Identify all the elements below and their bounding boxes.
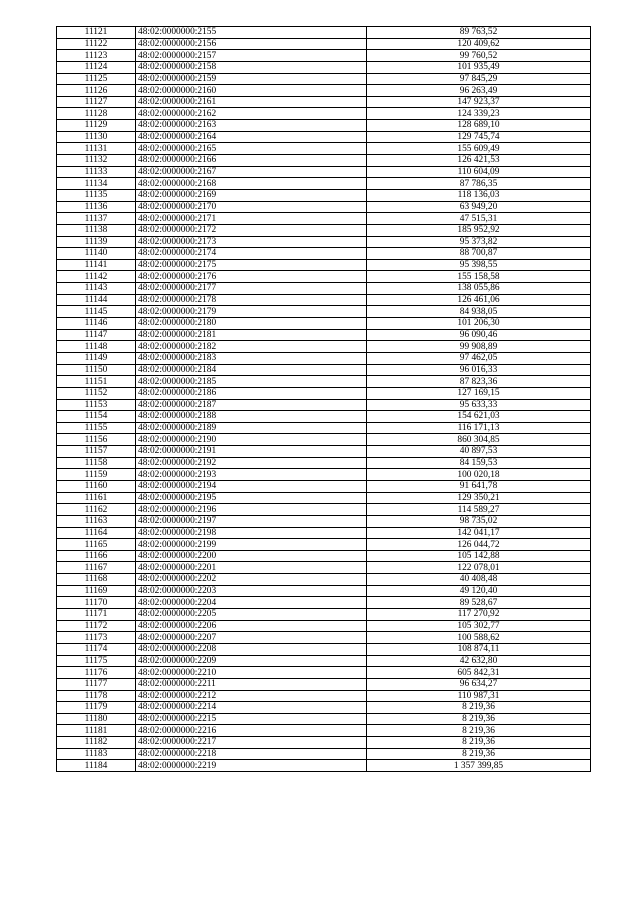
cadastral-value-cell: 860 304,85 [367,434,591,446]
table-row [57,85,591,97]
row-number-cell: 11126 [57,85,136,97]
row-number-cell: 11182 [57,737,136,749]
cadastral-number-cell: 48:02:0000000:2158 [136,61,367,73]
cadastral-value-cell: 91 641,78 [367,480,591,492]
cadastral-value-cell: 155 609,49 [367,143,591,155]
table-row [57,224,591,236]
row-number-cell: 11175 [57,655,136,667]
row-number-cell: 11143 [57,283,136,295]
row-number-cell: 11146 [57,318,136,330]
cadastral-number-cell: 48:02:0000000:2168 [136,178,367,190]
cadastral-number-cell: 48:02:0000000:2175 [136,259,367,271]
cadastral-number-cell: 48:02:0000000:2189 [136,422,367,434]
cadastral-value-cell: 97 462,05 [367,352,591,364]
table-row [57,178,591,190]
cadastral-number-cell: 48:02:0000000:2172 [136,224,367,236]
table-row [57,50,591,62]
cadastral-number-cell: 48:02:0000000:2199 [136,539,367,551]
cadastral-number-cell: 48:02:0000000:2200 [136,550,367,562]
row-number-cell: 11138 [57,224,136,236]
row-number-cell: 11149 [57,352,136,364]
table-row [57,562,591,574]
cadastral-value-cell: 118 136,03 [367,189,591,201]
table-row [57,248,591,260]
table-row [57,189,591,201]
cadastral-value-cell: 1 357 399,85 [367,760,591,772]
table-row [57,341,591,353]
cadastral-number-cell: 48:02:0000000:2218 [136,748,367,760]
row-number-cell: 11164 [57,527,136,539]
cadastral-value-cell: 128 689,10 [367,120,591,132]
row-number-cell: 11137 [57,213,136,225]
table-row [57,283,591,295]
cadastral-value-cell: 126 044,72 [367,539,591,551]
row-number-cell: 11184 [57,760,136,772]
cadastral-number-cell: 48:02:0000000:2187 [136,399,367,411]
row-number-cell: 11147 [57,329,136,341]
cadastral-number-cell: 48:02:0000000:2184 [136,364,367,376]
cadastral-number-cell: 48:02:0000000:2208 [136,643,367,655]
table-row [57,585,591,597]
row-number-cell: 11179 [57,702,136,714]
cadastral-number-cell: 48:02:0000000:2171 [136,213,367,225]
cadastral-number-cell: 48:02:0000000:2192 [136,457,367,469]
cadastral-number-cell: 48:02:0000000:2164 [136,131,367,143]
cadastral-value-cell: 8 219,36 [367,702,591,714]
row-number-cell: 11145 [57,306,136,318]
table-row [57,539,591,551]
row-number-cell: 11135 [57,189,136,201]
row-number-cell: 11155 [57,422,136,434]
cadastral-value-table [56,26,591,772]
table-row [57,422,591,434]
cadastral-number-cell: 48:02:0000000:2181 [136,329,367,341]
row-number-cell: 11168 [57,574,136,586]
table-row [57,61,591,73]
row-number-cell: 11158 [57,457,136,469]
cadastral-value-cell: 100 588,62 [367,632,591,644]
row-number-cell: 11159 [57,469,136,481]
cadastral-value-cell: 97 845,29 [367,73,591,85]
cadastral-value-cell: 96 634,27 [367,678,591,690]
cadastral-value-cell: 95 633,33 [367,399,591,411]
row-number-cell: 11181 [57,725,136,737]
table-row [57,713,591,725]
table-row [57,236,591,248]
cadastral-number-cell: 48:02:0000000:2183 [136,352,367,364]
cadastral-number-cell: 48:02:0000000:2201 [136,562,367,574]
table-row [57,725,591,737]
row-number-cell: 11152 [57,387,136,399]
cadastral-value-cell: 126 461,06 [367,294,591,306]
cadastral-number-cell: 48:02:0000000:2176 [136,271,367,283]
cadastral-value-cell: 8 219,36 [367,713,591,725]
row-number-cell: 11165 [57,539,136,551]
cadastral-number-cell: 48:02:0000000:2219 [136,760,367,772]
cadastral-number-cell: 48:02:0000000:2211 [136,678,367,690]
cadastral-value-cell: 108 874,11 [367,643,591,655]
cadastral-value-cell: 114 589,27 [367,504,591,516]
table-row [57,527,591,539]
cadastral-value-cell: 120 409,62 [367,38,591,50]
table-row [57,690,591,702]
row-number-cell: 11157 [57,446,136,458]
table-row [57,399,591,411]
cadastral-number-cell: 48:02:0000000:2167 [136,166,367,178]
cadastral-value-cell: 126 421,53 [367,155,591,167]
table-row [57,318,591,330]
row-number-cell: 11121 [57,27,136,39]
cadastral-value-cell: 129 350,21 [367,492,591,504]
table-row [57,620,591,632]
cadastral-value-cell: 105 302,77 [367,620,591,632]
table-row [57,376,591,388]
cadastral-number-cell: 48:02:0000000:2155 [136,27,367,39]
table-row [57,480,591,492]
row-number-cell: 11133 [57,166,136,178]
row-number-cell: 11130 [57,131,136,143]
cadastral-value-cell: 100 020,18 [367,469,591,481]
cadastral-value-cell: 99 908,89 [367,341,591,353]
row-number-cell: 11136 [57,201,136,213]
cadastral-value-cell: 185 952,92 [367,224,591,236]
table-row [57,609,591,621]
table-row [57,748,591,760]
cadastral-number-cell: 48:02:0000000:2169 [136,189,367,201]
cadastral-number-cell: 48:02:0000000:2166 [136,155,367,167]
cadastral-number-cell: 48:02:0000000:2161 [136,96,367,108]
cadastral-number-cell: 48:02:0000000:2190 [136,434,367,446]
cadastral-number-cell: 48:02:0000000:2214 [136,702,367,714]
cadastral-value-cell: 116 171,13 [367,422,591,434]
cadastral-value-cell: 49 120,40 [367,585,591,597]
table-row [57,96,591,108]
table-row [57,469,591,481]
cadastral-value-cell: 95 398,55 [367,259,591,271]
cadastral-number-cell: 48:02:0000000:2185 [136,376,367,388]
cadastral-number-cell: 48:02:0000000:2196 [136,504,367,516]
table-row [57,574,591,586]
table-row [57,201,591,213]
row-number-cell: 11156 [57,434,136,446]
row-number-cell: 11172 [57,620,136,632]
cadastral-value-cell: 98 735,02 [367,515,591,527]
cadastral-value-cell: 605 842,31 [367,667,591,679]
cadastral-value-cell: 84 159,53 [367,457,591,469]
table-row [57,643,591,655]
row-number-cell: 11131 [57,143,136,155]
row-number-cell: 11141 [57,259,136,271]
table-row [57,550,591,562]
cadastral-value-cell: 96 016,33 [367,364,591,376]
row-number-cell: 11163 [57,515,136,527]
table-row [57,143,591,155]
row-number-cell: 11173 [57,632,136,644]
row-number-cell: 11169 [57,585,136,597]
cadastral-number-cell: 48:02:0000000:2173 [136,236,367,248]
table-row [57,259,591,271]
table-row [57,271,591,283]
cadastral-number-cell: 48:02:0000000:2207 [136,632,367,644]
cadastral-number-cell: 48:02:0000000:2198 [136,527,367,539]
cadastral-value-cell: 89 763,52 [367,27,591,39]
cadastral-number-cell: 48:02:0000000:2216 [136,725,367,737]
cadastral-number-cell: 48:02:0000000:2202 [136,574,367,586]
table-row [57,364,591,376]
cadastral-value-cell: 87 786,35 [367,178,591,190]
row-number-cell: 11150 [57,364,136,376]
table-row [57,38,591,50]
table-row [57,515,591,527]
cadastral-number-cell: 48:02:0000000:2165 [136,143,367,155]
row-number-cell: 11154 [57,411,136,423]
row-number-cell: 11128 [57,108,136,120]
cadastral-value-cell: 40 408,48 [367,574,591,586]
table-body [57,27,591,772]
cadastral-number-cell: 48:02:0000000:2197 [136,515,367,527]
table-row [57,73,591,85]
row-number-cell: 11166 [57,550,136,562]
table-row [57,166,591,178]
cadastral-value-cell: 84 938,05 [367,306,591,318]
cadastral-number-cell: 48:02:0000000:2159 [136,73,367,85]
table-row [57,655,591,667]
cadastral-value-cell: 138 055,86 [367,283,591,295]
cadastral-value-cell: 95 373,82 [367,236,591,248]
cadastral-number-cell: 48:02:0000000:2212 [136,690,367,702]
cadastral-value-cell: 101 935,49 [367,61,591,73]
cadastral-number-cell: 48:02:0000000:2160 [136,85,367,97]
table-row [57,108,591,120]
row-number-cell: 11176 [57,667,136,679]
row-number-cell: 11177 [57,678,136,690]
cadastral-number-cell: 48:02:0000000:2206 [136,620,367,632]
row-number-cell: 11124 [57,61,136,73]
cadastral-number-cell: 48:02:0000000:2179 [136,306,367,318]
table-row [57,306,591,318]
row-number-cell: 11140 [57,248,136,260]
row-number-cell: 11132 [57,155,136,167]
table-row [57,504,591,516]
cadastral-number-cell: 48:02:0000000:2203 [136,585,367,597]
row-number-cell: 11139 [57,236,136,248]
table-row [57,434,591,446]
cadastral-value-cell: 96 090,46 [367,329,591,341]
cadastral-number-cell: 48:02:0000000:2156 [136,38,367,50]
row-number-cell: 11180 [57,713,136,725]
cadastral-number-cell: 48:02:0000000:2209 [136,655,367,667]
cadastral-number-cell: 48:02:0000000:2157 [136,50,367,62]
cadastral-number-cell: 48:02:0000000:2174 [136,248,367,260]
cadastral-value-cell: 8 219,36 [367,737,591,749]
table-row [57,702,591,714]
cadastral-value-cell: 96 263,49 [367,85,591,97]
row-number-cell: 11162 [57,504,136,516]
cadastral-number-cell: 48:02:0000000:2188 [136,411,367,423]
row-number-cell: 11160 [57,480,136,492]
cadastral-value-cell: 47 515,31 [367,213,591,225]
row-number-cell: 11148 [57,341,136,353]
table-row [57,387,591,399]
table-row [57,27,591,39]
cadastral-value-cell: 124 339,23 [367,108,591,120]
table-row [57,737,591,749]
cadastral-number-cell: 48:02:0000000:2163 [136,120,367,132]
table-row [57,120,591,132]
cadastral-value-cell: 110 987,31 [367,690,591,702]
cadastral-value-cell: 8 219,36 [367,725,591,737]
cadastral-value-cell: 142 041,17 [367,527,591,539]
row-number-cell: 11151 [57,376,136,388]
cadastral-value-cell: 40 897,53 [367,446,591,458]
row-number-cell: 11127 [57,96,136,108]
cadastral-value-cell: 8 219,36 [367,748,591,760]
cadastral-value-cell: 42 632,80 [367,655,591,667]
table-row [57,446,591,458]
table-row [57,329,591,341]
cadastral-number-cell: 48:02:0000000:2193 [136,469,367,481]
row-number-cell: 11174 [57,643,136,655]
table-row [57,667,591,679]
cadastral-value-cell: 89 528,67 [367,597,591,609]
cadastral-number-cell: 48:02:0000000:2195 [136,492,367,504]
cadastral-value-cell: 105 142,88 [367,550,591,562]
cadastral-value-cell: 154 621,03 [367,411,591,423]
table-row [57,411,591,423]
cadastral-value-cell: 147 923,37 [367,96,591,108]
cadastral-number-cell: 48:02:0000000:2178 [136,294,367,306]
row-number-cell: 11167 [57,562,136,574]
cadastral-number-cell: 48:02:0000000:2217 [136,737,367,749]
cadastral-number-cell: 48:02:0000000:2194 [136,480,367,492]
row-number-cell: 11125 [57,73,136,85]
row-number-cell: 11122 [57,38,136,50]
row-number-cell: 11178 [57,690,136,702]
cadastral-number-cell: 48:02:0000000:2177 [136,283,367,295]
cadastral-value-cell: 99 760,52 [367,50,591,62]
cadastral-value-cell: 129 745,74 [367,131,591,143]
cadastral-value-cell: 122 078,01 [367,562,591,574]
table-row [57,457,591,469]
row-number-cell: 11171 [57,609,136,621]
cadastral-number-cell: 48:02:0000000:2191 [136,446,367,458]
table-row [57,760,591,772]
row-number-cell: 11144 [57,294,136,306]
cadastral-value-cell: 87 823,36 [367,376,591,388]
row-number-cell: 11129 [57,120,136,132]
row-number-cell: 11142 [57,271,136,283]
cadastral-number-cell: 48:02:0000000:2180 [136,318,367,330]
table-row [57,597,591,609]
cadastral-value-cell: 117 270,92 [367,609,591,621]
table-row [57,294,591,306]
cadastral-value-cell: 63 949,20 [367,201,591,213]
cadastral-value-cell: 88 700,87 [367,248,591,260]
cadastral-number-cell: 48:02:0000000:2182 [136,341,367,353]
cadastral-number-cell: 48:02:0000000:2205 [136,609,367,621]
row-number-cell: 11134 [57,178,136,190]
table-row [57,213,591,225]
row-number-cell: 11170 [57,597,136,609]
cadastral-number-cell: 48:02:0000000:2215 [136,713,367,725]
cadastral-value-cell: 101 206,30 [367,318,591,330]
table-row [57,352,591,364]
cadastral-number-cell: 48:02:0000000:2162 [136,108,367,120]
table-row [57,678,591,690]
table-row [57,632,591,644]
cadastral-value-cell: 155 158,58 [367,271,591,283]
table-row [57,131,591,143]
cadastral-number-cell: 48:02:0000000:2170 [136,201,367,213]
cadastral-number-cell: 48:02:0000000:2186 [136,387,367,399]
cadastral-value-cell: 127 169,15 [367,387,591,399]
row-number-cell: 11123 [57,50,136,62]
row-number-cell: 11153 [57,399,136,411]
cadastral-number-cell: 48:02:0000000:2210 [136,667,367,679]
table-row [57,492,591,504]
cadastral-number-cell: 48:02:0000000:2204 [136,597,367,609]
row-number-cell: 11183 [57,748,136,760]
table-row [57,155,591,167]
cadastral-value-cell: 110 604,09 [367,166,591,178]
row-number-cell: 11161 [57,492,136,504]
